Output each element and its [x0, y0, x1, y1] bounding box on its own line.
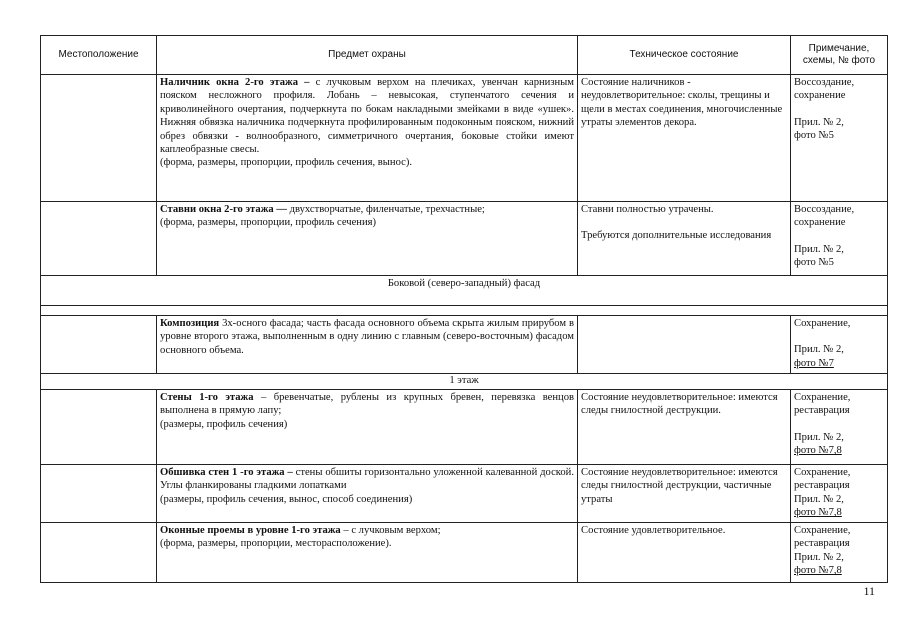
- header-condition: Техническое состояние: [578, 36, 791, 75]
- subject-text: – бревенчатые, рублены из крупных бревен, перевязка венцов выполнена в прямую лапу;: [160, 392, 574, 417]
- table-row: [41, 202, 888, 276]
- condition-cell: Состояние удовлетворительное.: [578, 523, 791, 583]
- condition-cell: Состояние наличников - неудовлетворительное: сколы, трещины и щели в местах соединения, многочисленные утраты элементов декора.: [578, 75, 791, 202]
- subject-title: Наличник окна 2-го этажа –: [160, 77, 310, 88]
- header-note: Примечание, схемы, № фото: [791, 36, 888, 75]
- subject-title: Композиция: [160, 318, 220, 329]
- subject-title: Оконные проемы в уровне 1-го этажа: [160, 525, 341, 536]
- subject-cell: [157, 390, 578, 465]
- subject-cell: [157, 465, 578, 523]
- table-row: [41, 316, 888, 374]
- table-row: [41, 75, 888, 202]
- condition-cell: Состояние неудовлетворительное: имеются следы гнилостной деструкции.: [578, 390, 791, 465]
- location-cell: [41, 465, 157, 523]
- page-number: 11: [863, 584, 875, 598]
- section-heading: Боковой (северо-западный) фасад: [41, 276, 888, 306]
- subject-cell: [157, 523, 578, 583]
- header-subject: Предмет охраны: [157, 36, 578, 75]
- condition-cell: [578, 316, 791, 374]
- subject-title: Обшивка стен 1 -го этажа –: [160, 467, 293, 478]
- subject-text: – с лучковым верхом;: [340, 525, 441, 536]
- note-cell: Сохранение, Прил. № 2, фото №7: [791, 316, 888, 374]
- subject-text: двухстворчатые, филенчатые, трехчастные;: [286, 204, 485, 215]
- subject-cell: [157, 316, 578, 374]
- subject-params: (форма, размеры, пропорции, месторасположение).: [160, 538, 392, 550]
- spacer-row: [41, 306, 888, 316]
- subject-cell: [157, 202, 578, 276]
- location-cell: [41, 202, 157, 276]
- note-cell: Сохранение, реставрация Прил. № 2, фото №7,8: [791, 465, 888, 523]
- location-cell: [41, 75, 157, 202]
- location-cell: [41, 316, 157, 374]
- note-cell: Воссоздание, сохранение Прил. № 2, фото №5: [791, 202, 888, 276]
- subject-cell: [157, 75, 578, 202]
- subject-title: Ставни окна 2-го этажа —: [160, 204, 287, 215]
- table-row: [41, 390, 888, 465]
- location-cell: [41, 390, 157, 465]
- protection-table: [40, 35, 888, 583]
- level-heading: 1 этаж: [41, 374, 888, 390]
- header-location: Местоположение: [41, 36, 157, 75]
- table-row: [41, 465, 888, 523]
- subject-title: Стены 1-го этажа: [160, 392, 254, 403]
- subject-params: (форма, размеры, пропорции, профиль сечения, вынос).: [160, 157, 413, 169]
- subject-text: 3х-осного фасада; часть фасада основного объема скрыта жилым прирубом в уровне второго этажа, выполненным в одну линию с главным (северо-восточным) фасадом основного объема.: [160, 318, 574, 356]
- subject-text: с лучковым верхом на плечиках, увенчан карнизным пояском несложного профиля. Лобань – невысокая, ступенчатого сечения и криволинейного очертания, подчеркнута по бокам накладными змейками в виде «ушек». Нижняя обвязка наличника подчеркнута профилированным подоконным пояском, нижний обрез обвязки - волнообразного, симметричного очертания, боковые стойки имеют каплеобразные свесы.: [160, 77, 575, 156]
- subject-params: (размеры, профиль сечения, вынос, способ соединения): [160, 493, 413, 505]
- level-row: [41, 374, 888, 390]
- header-row: [41, 36, 888, 75]
- section-row: [41, 276, 888, 306]
- note-cell: Сохранение, реставрация Прил. № 2, фото №7,8: [791, 390, 888, 465]
- condition-cell: Ставни полностью утрачены. Требуются дополнительные исследования: [578, 202, 791, 276]
- condition-cell: Состояние неудовлетворительное: имеются следы гнилостной деструкции, частичные утраты: [578, 465, 791, 523]
- location-cell: [41, 523, 157, 583]
- table-row: [41, 523, 888, 583]
- subject-text: стены обшиты горизонтально уложенной калеванной доской. Углы фланкированы гладкими лопатками: [160, 467, 574, 492]
- note-cell: Сохранение, реставрация Прил. № 2, фото №7,8: [791, 523, 888, 583]
- subject-params: (форма, размеры, пропорции, профиль сечения): [160, 217, 377, 229]
- subject-params: (размеры, профиль сечения): [160, 418, 288, 430]
- note-cell: Воссоздание, сохранение Прил. № 2, фото №5: [791, 75, 888, 202]
